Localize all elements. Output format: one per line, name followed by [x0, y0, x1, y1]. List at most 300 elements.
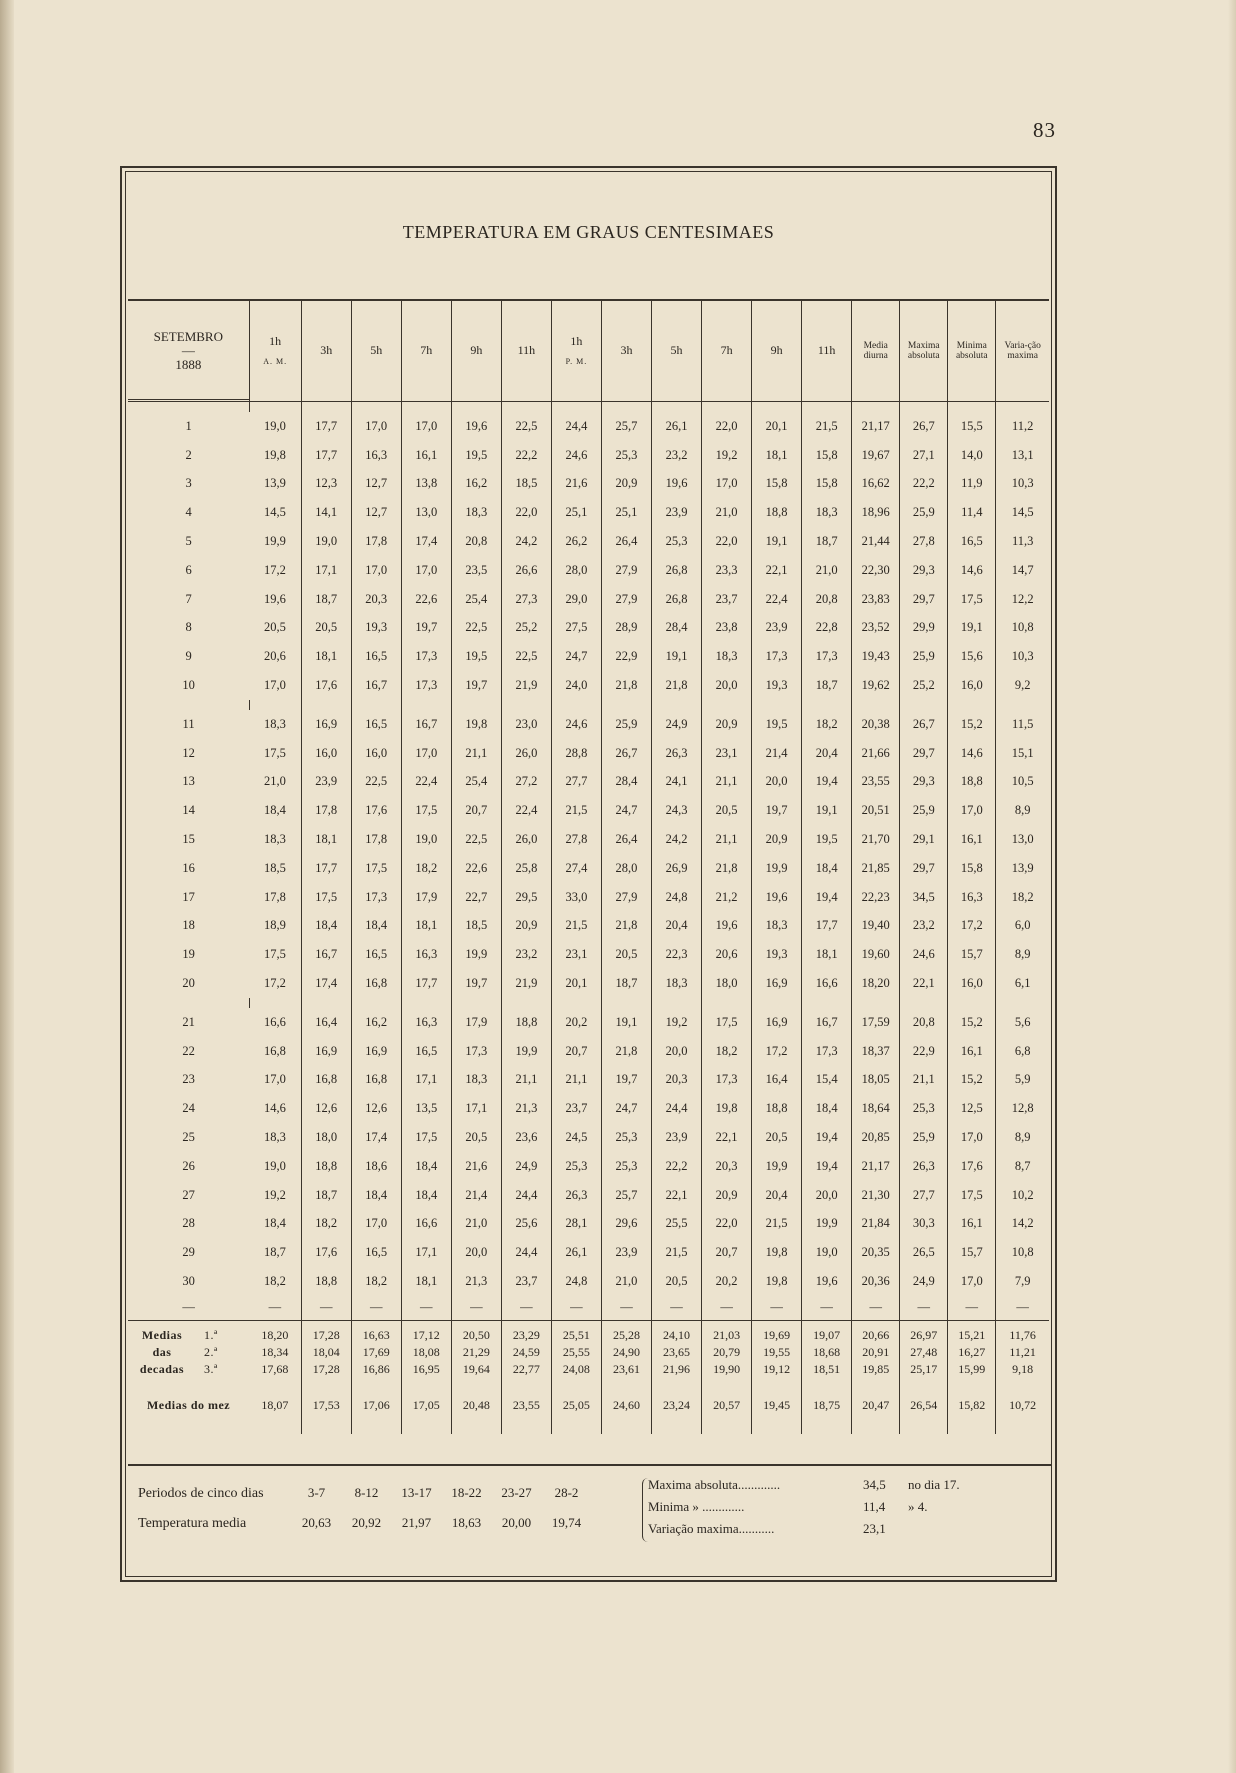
temp-cell-h11pm: 20,0: [802, 1181, 852, 1210]
temp-cell-minima: 16,0: [948, 969, 996, 998]
temp-cell-h3am: 18,1: [301, 825, 351, 854]
temp-cell-h9am: 19,9: [451, 940, 501, 969]
temp-cell-h5am: 16,7: [351, 671, 401, 700]
temp-cell-variacao: 18,2: [1011, 889, 1034, 904]
dash-cell: —: [702, 1296, 752, 1321]
decade-cell-h9pm: 19,69: [752, 1320, 802, 1344]
extreme-label: Maxima absoluta.............: [648, 1477, 781, 1492]
temp-cell-h5pm: 26,8: [652, 585, 702, 614]
day-number: 19: [182, 947, 195, 962]
decade-cell-h11am: 22,77: [501, 1361, 551, 1378]
temp-cell-h9am: 19,8: [451, 710, 501, 739]
temp-cell-variacao: 14,5: [1011, 505, 1034, 520]
spacer-cell: [351, 402, 401, 413]
temp-cell-h5pm: 22,1: [652, 1181, 702, 1210]
temp-cell-media-diurna: 19,67: [852, 441, 900, 470]
temp-cell-h3pm: 25,9: [601, 710, 651, 739]
decade-cell-variacao: 9,18: [1012, 1361, 1034, 1376]
hour-header: [301, 300, 351, 402]
temp-cell-h3am: 17,7: [301, 441, 351, 470]
header-row: [128, 300, 1049, 402]
temp-cell-h11pm: 20,8: [802, 585, 852, 614]
month-dash: —: [181, 342, 195, 358]
decade-cell-minima: 16,27: [948, 1344, 996, 1361]
temp-cell-media-diurna: 23,83: [852, 585, 900, 614]
temp-cell-h1pm: 28,8: [551, 739, 601, 768]
temp-cell-h5am: 18,4: [351, 1181, 401, 1210]
temp-cell-media-diurna: 23,55: [852, 768, 900, 797]
dash-cell: —: [601, 1296, 651, 1321]
maxima-absoluta-header: Maxima absoluta: [900, 300, 948, 402]
decade-cell-media-diurna: 19,85: [852, 1361, 900, 1378]
temp-cell-h5am: 17,8: [351, 825, 401, 854]
temp-cell-minima: 14,6: [948, 739, 996, 768]
temp-cell-minima: 17,6: [948, 1152, 996, 1181]
temp-cell-h1pm: 28,1: [551, 1210, 601, 1239]
temp-cell-h3am: 18,0: [301, 1123, 351, 1152]
decade-cell-h11pm: 18,51: [802, 1361, 852, 1378]
temp-cell-minima: 17,0: [948, 1267, 996, 1296]
period-means: [292, 1516, 592, 1531]
spacer-cell: [451, 402, 501, 413]
temp-cell-h5am: 18,4: [351, 912, 401, 941]
temp-cell-media-diurna: 21,84: [852, 1210, 900, 1239]
spacer-cell: [900, 998, 948, 1008]
temp-cell-minima: 16,5: [948, 527, 996, 556]
decade-cell-h7pm: 19,90: [702, 1361, 752, 1378]
decade-cell-h11am: 24,59: [501, 1344, 551, 1361]
month-mean-cell-variacao: 10,72: [1009, 1398, 1037, 1413]
temp-cell-variacao: 12,8: [1011, 1101, 1034, 1116]
temp-cell-h7am: 16,3: [401, 1008, 451, 1037]
decade-cell-h11pm: 19,07: [802, 1320, 852, 1344]
spacer-cell: [451, 998, 501, 1008]
day-number: 25: [182, 1130, 195, 1145]
table-row: [128, 912, 1049, 941]
temp-cell-media-diurna: 21,30: [852, 1181, 900, 1210]
decade-cell-h3pm: 25,28: [601, 1320, 651, 1344]
decade-cell-h9am: 20,50: [451, 1320, 501, 1344]
temp-cell-h3pm: 25,3: [601, 1123, 651, 1152]
temp-cell-h7pm: 20,9: [702, 710, 752, 739]
hour-header: [401, 300, 451, 402]
temp-cell-h1pm: 20,2: [551, 1008, 601, 1037]
temp-cell-media-diurna: 18,20: [852, 969, 900, 998]
temp-cell-h1pm: 24,8: [551, 1267, 601, 1296]
temp-cell-h1am: 21,0: [249, 768, 301, 797]
temp-cell-h9pm: 22,1: [752, 556, 802, 585]
temp-cell-minima: 16,0: [948, 671, 996, 700]
temp-cell-h1pm: 25,3: [551, 1152, 601, 1181]
spacer-cell: [802, 998, 852, 1008]
temp-cell-h7pm: 22,0: [702, 1210, 752, 1239]
temp-cell-h7pm: 21,8: [702, 854, 752, 883]
temp-cell-h5am: 16,3: [351, 441, 401, 470]
day-number: 4: [185, 505, 192, 520]
decade-label-text: Medias: [141, 1327, 183, 1342]
temp-cell-h3pm: 29,6: [601, 1210, 651, 1239]
dash-cell: —: [501, 1296, 551, 1321]
spacer-cell: [351, 998, 401, 1008]
temp-cell-h1pm: 21,1: [551, 1066, 601, 1095]
temp-cell-h1pm: 26,2: [551, 527, 601, 556]
table-body: [128, 402, 1049, 1434]
temp-cell-minima: 15,6: [948, 642, 996, 671]
temp-cell-h1pm: 21,5: [551, 796, 601, 825]
temp-cell-h3pm: 21,8: [601, 671, 651, 700]
temp-cell-h7pm: 18,2: [702, 1037, 752, 1066]
decade-gap-row: [128, 700, 1049, 710]
temp-cell-h11am: 21,1: [501, 1066, 551, 1095]
temp-cell-media-diurna: 20,85: [852, 1123, 900, 1152]
temp-cell-h9pm: 18,8: [752, 1094, 802, 1123]
temp-cell-h7pm: 19,8: [702, 1094, 752, 1123]
table-row: [128, 825, 1049, 854]
temp-cell-h5pm: 26,9: [652, 854, 702, 883]
decade-cell-media-diurna: 20,66: [852, 1320, 900, 1344]
day-number: 7: [185, 591, 192, 606]
temp-cell-h11am: 22,5: [501, 412, 551, 441]
hour-label: 3h: [320, 343, 333, 358]
temp-cell-h11pm: 18,4: [802, 1094, 852, 1123]
temp-cell-h11pm: 19,4: [802, 1152, 852, 1181]
table-row: [128, 940, 1049, 969]
temp-cell-h9pm: 17,3: [752, 642, 802, 671]
temp-cell-minima: 15,2: [948, 1066, 996, 1095]
temp-cell-minima: 16,1: [948, 1037, 996, 1066]
temp-cell-h7pm: 21,2: [702, 883, 752, 912]
temp-cell-media-diurna: 20,35: [852, 1238, 900, 1267]
temp-cell-h9pm: 23,9: [752, 614, 802, 643]
decade-cell-h5am: 16,86: [351, 1361, 401, 1378]
temp-cell-h9pm: 21,4: [752, 739, 802, 768]
hour-header: [351, 300, 401, 402]
month-mean-cell-h5pm: 23,24: [652, 1378, 702, 1434]
temp-cell-h5pm: 24,8: [652, 883, 702, 912]
temp-cell-variacao: 10,5: [1011, 774, 1034, 789]
hour-label: 9h: [770, 343, 783, 358]
temp-cell-h11am: 21,9: [501, 671, 551, 700]
temp-cell-h1am: 18,3: [249, 825, 301, 854]
temp-cell-h3pm: 20,5: [601, 940, 651, 969]
temp-cell-h3pm: 19,7: [601, 1066, 651, 1095]
temp-cell-h1am: 16,8: [249, 1037, 301, 1066]
day-number: 22: [182, 1043, 195, 1058]
temp-cell-h1am: 17,5: [249, 940, 301, 969]
decade-cell-h9pm: 19,12: [752, 1361, 802, 1378]
temp-cell-minima: 17,2: [948, 912, 996, 941]
temp-cell-h1pm: 23,1: [551, 940, 601, 969]
spacer-cell: [996, 700, 1049, 710]
temp-cell-h5am: 17,8: [351, 527, 401, 556]
temp-cell-h3am: 16,9: [301, 1037, 351, 1066]
temp-cell-variacao: 12,2: [1011, 591, 1034, 606]
temp-cell-h7am: 16,5: [401, 1037, 451, 1066]
temp-cell-h7pm: 20,9: [702, 1181, 752, 1210]
table-row: [128, 527, 1049, 556]
temp-cell-h5am: 12,7: [351, 470, 401, 499]
table-row: [128, 556, 1049, 585]
temp-cell-h5pm: 24,1: [652, 768, 702, 797]
temp-cell-maxima: 29,3: [900, 556, 948, 585]
spacer-cell: [301, 998, 351, 1008]
temp-cell-variacao: 10,3: [1011, 649, 1034, 664]
temp-cell-h3pm: 23,9: [601, 1238, 651, 1267]
temp-cell-h1am: 18,5: [249, 854, 301, 883]
temp-cell-h7am: 19,0: [401, 825, 451, 854]
temp-cell-h9pm: 16,9: [752, 969, 802, 998]
temp-cell-h1am: 17,0: [249, 1066, 301, 1095]
temp-cell-h3pm: 28,9: [601, 614, 651, 643]
temp-cell-media-diurna: 19,62: [852, 671, 900, 700]
temp-cell-maxima: 25,9: [900, 1123, 948, 1152]
temp-cell-variacao: 10,8: [1011, 1245, 1034, 1260]
spacer-cell: [551, 402, 601, 413]
spacer-cell: [501, 402, 551, 413]
periods-label: Periodos de cinco dias: [138, 1486, 264, 1501]
temp-cell-media-diurna: 17,59: [852, 1008, 900, 1037]
extremes-list: [648, 1474, 960, 1540]
header-rule: [128, 399, 249, 400]
temp-cell-h1pm: 24,0: [551, 671, 601, 700]
temp-cell-maxima: 27,1: [900, 441, 948, 470]
temp-cell-h1pm: 24,6: [551, 710, 601, 739]
table-row: [128, 1181, 1049, 1210]
temp-cell-minima: 15,8: [948, 854, 996, 883]
temp-cell-variacao: 10,2: [1011, 1187, 1034, 1202]
temp-cell-h3am: 18,8: [301, 1267, 351, 1296]
dash-cell: —: [948, 1296, 996, 1321]
temp-cell-h11pm: 19,4: [802, 1123, 852, 1152]
temp-cell-maxima: 21,1: [900, 1066, 948, 1095]
temp-cell-h7am: 17,5: [401, 1123, 451, 1152]
temp-cell-h1am: 17,2: [249, 969, 301, 998]
temp-cell-h1am: 18,3: [249, 1123, 301, 1152]
decade-cell-maxima: 25,17: [900, 1361, 948, 1378]
temp-cell-h11am: 27,2: [501, 768, 551, 797]
temp-cell-h7pm: 21,1: [702, 768, 752, 797]
temp-cell-media-diurna: 21,70: [852, 825, 900, 854]
temp-cell-h9pm: 16,9: [752, 1008, 802, 1037]
hour-label: 1h: [570, 333, 583, 348]
temp-cell-h5pm: 23,9: [652, 498, 702, 527]
temp-cell-minima: 12,5: [948, 1094, 996, 1123]
temp-cell-h11am: 19,9: [501, 1037, 551, 1066]
temp-cell-minima: 15,2: [948, 710, 996, 739]
day-number: 28: [182, 1216, 195, 1231]
decade-ordinal: 2.ª: [204, 1344, 218, 1359]
temp-cell-h3am: 17,8: [301, 796, 351, 825]
temp-cell-h5am: 22,5: [351, 768, 401, 797]
spacer-cell: [752, 700, 802, 710]
temp-cell-h9pm: 19,3: [752, 671, 802, 700]
temp-cell-h5pm: 25,5: [652, 1210, 702, 1239]
temp-cell-h5am: 17,4: [351, 1123, 401, 1152]
temp-cell-h9am: 21,4: [451, 1181, 501, 1210]
temp-cell-h11am: 23,6: [501, 1123, 551, 1152]
temp-cell-h1am: 19,8: [249, 441, 301, 470]
temp-cell-media-diurna: 21,44: [852, 527, 900, 556]
temp-cell-h7am: 17,1: [401, 1066, 451, 1095]
spacer-cell: [802, 402, 852, 413]
spacer-cell: [128, 700, 249, 710]
decade-cell-h7am: 17,12: [401, 1320, 451, 1344]
temp-cell-variacao: 7,9: [1014, 1274, 1031, 1288]
decade-cell-h1pm: 25,55: [551, 1344, 601, 1361]
dash-cell: —: [852, 1296, 900, 1321]
temp-cell-h9am: 18,3: [451, 498, 501, 527]
temp-cell-h5pm: 20,5: [652, 1267, 702, 1296]
temp-cell-h7am: 17,9: [401, 883, 451, 912]
temp-cell-h9pm: 19,8: [752, 1267, 802, 1296]
temp-cell-minima: 17,5: [948, 585, 996, 614]
decade-cell-h5am: 16,63: [351, 1320, 401, 1344]
temp-cell-h7pm: 21,1: [702, 825, 752, 854]
period-range: 23-27: [501, 1485, 532, 1500]
table-row: [128, 1238, 1049, 1267]
temp-cell-h7am: 18,1: [401, 912, 451, 941]
spacer-cell: [351, 700, 401, 710]
temp-cell-h1am: 17,5: [249, 739, 301, 768]
period-mean-label: Temperatura media: [138, 1516, 247, 1531]
periods-row: [138, 1478, 592, 1508]
temp-cell-h11pm: 21,0: [802, 556, 852, 585]
page-binding-shadow: [0, 0, 14, 1773]
temp-cell-h5pm: 24,2: [652, 825, 702, 854]
dash-cell: —: [351, 1296, 401, 1321]
temp-cell-h7am: 22,4: [401, 768, 451, 797]
temp-cell-maxima: 25,9: [900, 642, 948, 671]
temp-cell-maxima: 29,1: [900, 825, 948, 854]
temp-cell-h3am: 20,5: [301, 614, 351, 643]
decade-mean-row: [128, 1344, 1049, 1361]
temp-cell-maxima: 26,7: [900, 412, 948, 441]
temp-cell-h9am: 21,0: [451, 1210, 501, 1239]
temp-cell-media-diurna: 19,40: [852, 912, 900, 941]
temp-cell-media-diurna: 22,23: [852, 883, 900, 912]
decade-cell-h7am: 18,08: [401, 1344, 451, 1361]
temp-cell-h1pm: 24,7: [551, 642, 601, 671]
temp-cell-h5am: 16,5: [351, 940, 401, 969]
month-mean-cell-h11am: 23,55: [501, 1378, 551, 1434]
temp-cell-variacao: 10,8: [1011, 620, 1034, 635]
month-header: [128, 300, 249, 402]
day-number: 2: [185, 447, 192, 462]
temp-cell-minima: 17,5: [948, 1181, 996, 1210]
day-number: 12: [182, 745, 195, 760]
decade-cell-h9am: 21,29: [451, 1344, 501, 1361]
temp-cell-h5am: 17,0: [351, 1210, 401, 1239]
temp-cell-h11pm: 15,4: [802, 1066, 852, 1095]
period-range: 8-12: [354, 1485, 379, 1500]
temp-cell-h9pm: 20,9: [752, 825, 802, 854]
dash-cell: —: [802, 1296, 852, 1321]
temp-cell-h11am: 22,4: [501, 796, 551, 825]
temp-cell-variacao: 14,2: [1011, 1216, 1034, 1231]
temp-cell-maxima: 26,3: [900, 1152, 948, 1181]
day-number: 10: [182, 678, 195, 693]
temp-cell-h5pm: 19,1: [652, 642, 702, 671]
temp-cell-h7am: 17,3: [401, 642, 451, 671]
temp-cell-minima: 17,0: [948, 796, 996, 825]
period-mean: 19,74: [551, 1515, 582, 1530]
temp-cell-maxima: 22,9: [900, 1037, 948, 1066]
temp-cell-h9am: 21,6: [451, 1152, 501, 1181]
temp-cell-h1pm: 29,0: [551, 585, 601, 614]
temp-cell-maxima: 22,2: [900, 470, 948, 499]
month-mean-cell-h1pm: 25,05: [551, 1378, 601, 1434]
extreme-extra: no dia 17.: [908, 1477, 960, 1492]
temp-cell-h5pm: 26,1: [652, 412, 702, 441]
temp-cell-maxima: 34,5: [900, 883, 948, 912]
temp-cell-h3am: 16,4: [301, 1008, 351, 1037]
decade-mean-row: [128, 1361, 1049, 1378]
temp-cell-maxima: 27,7: [900, 1181, 948, 1210]
temp-cell-h3pm: 26,7: [601, 739, 651, 768]
dash-cell: —: [1016, 1300, 1029, 1315]
temp-cell-h3pm: 27,9: [601, 585, 651, 614]
temp-cell-media-diurna: 16,62: [852, 470, 900, 499]
temp-cell-h1pm: 20,1: [551, 969, 601, 998]
temp-cell-h9pm: 19,7: [752, 796, 802, 825]
temp-cell-variacao: 9,2: [1014, 678, 1031, 693]
temp-cell-h1pm: 27,4: [551, 854, 601, 883]
temp-cell-h7am: 16,7: [401, 710, 451, 739]
decade-cell-variacao: 11,76: [996, 1320, 1049, 1344]
spacer-cell: [401, 700, 451, 710]
month-year: 1888: [175, 357, 202, 373]
temp-cell-h7am: 22,6: [401, 585, 451, 614]
temp-cell-h3am: 18,7: [301, 1181, 351, 1210]
temp-cell-h5am: 18,2: [351, 1267, 401, 1296]
temp-cell-h9pm: 19,5: [752, 710, 802, 739]
temp-cell-h7am: 17,1: [401, 1238, 451, 1267]
decade-label: [128, 1320, 249, 1344]
hour-label: 11h: [817, 343, 836, 358]
summary-divider: [128, 1464, 1051, 1468]
temp-cell-maxima: 25,9: [900, 498, 948, 527]
decade-ordinal: 1.ª: [204, 1327, 218, 1342]
spacer-cell: [249, 998, 301, 1008]
period-range: 18-22: [451, 1485, 482, 1500]
temp-cell-h5am: 19,3: [351, 614, 401, 643]
temp-cell-media-diurna: 20,36: [852, 1267, 900, 1296]
temp-cell-h3pm: 26,4: [601, 527, 651, 556]
temp-cell-h1am: 17,2: [249, 556, 301, 585]
temp-cell-media-diurna: 21,17: [852, 1152, 900, 1181]
temp-cell-h9am: 18,5: [451, 912, 501, 941]
temp-cell-h9am: 20,5: [451, 1123, 501, 1152]
temp-cell-h7am: 17,7: [401, 969, 451, 998]
temp-cell-h3am: 17,5: [301, 883, 351, 912]
spacer-cell: [652, 998, 702, 1008]
spacer-cell: [752, 998, 802, 1008]
dash-cell: —: [451, 1296, 501, 1321]
temp-cell-media-diurna: 20,38: [852, 710, 900, 739]
spacer-cell: [601, 402, 651, 413]
am-label: A. M.: [263, 357, 288, 367]
temp-cell-h11pm: 17,3: [802, 642, 852, 671]
spacer-cell: [702, 998, 752, 1008]
temp-cell-media-diurna: 19,43: [852, 642, 900, 671]
spacer-row: [128, 402, 1049, 413]
temp-cell-minima: 16,1: [948, 1210, 996, 1239]
temp-cell-variacao: 5,9: [1014, 1072, 1031, 1087]
temp-cell-h3pm: 27,9: [601, 883, 651, 912]
temp-cell-h3am: 16,8: [301, 1066, 351, 1095]
temp-cell-h7pm: 19,6: [702, 912, 752, 941]
temp-cell-h1am: 18,4: [249, 796, 301, 825]
